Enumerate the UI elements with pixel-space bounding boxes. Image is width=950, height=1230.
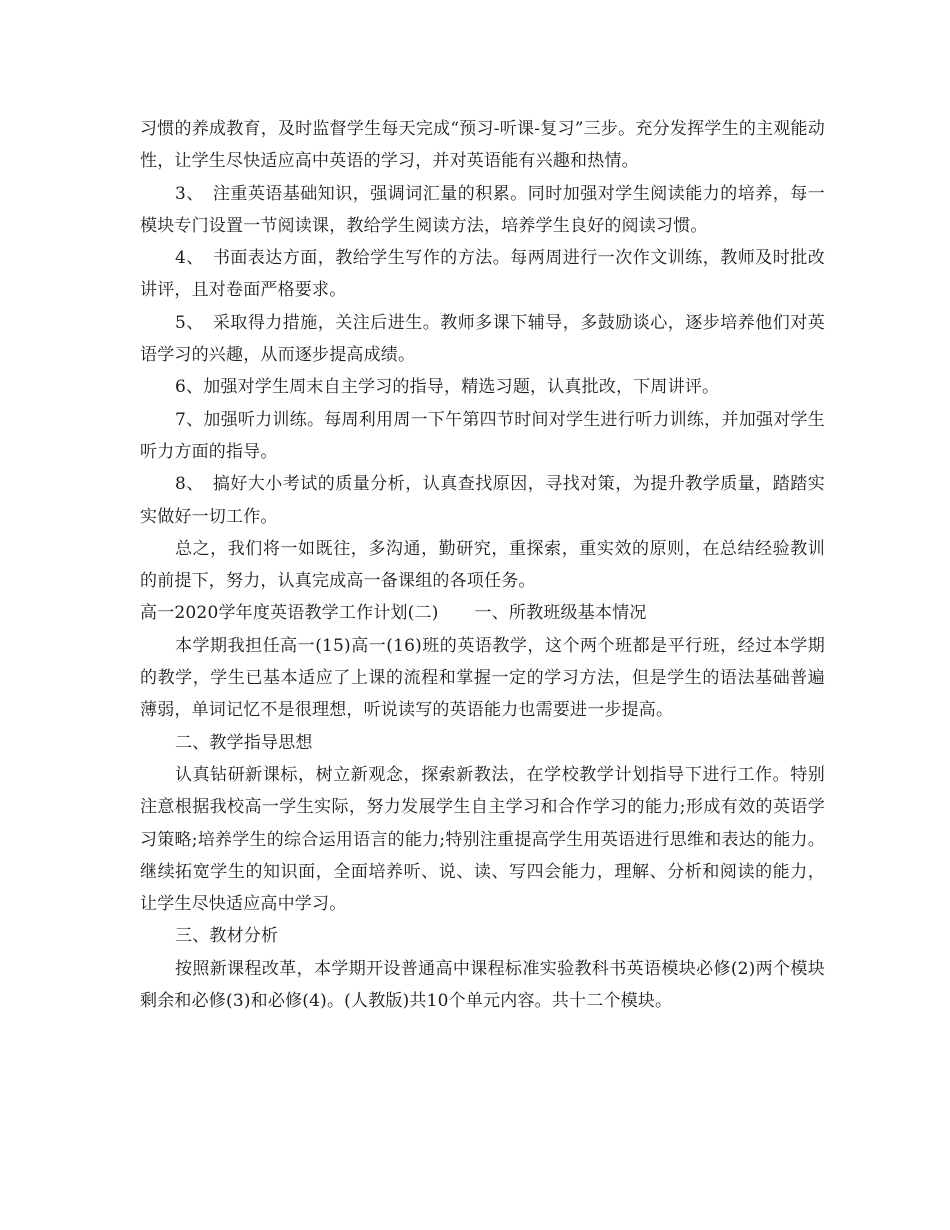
paragraph-item-5: 5、 采取得力措施，关注后进生。教师多课下辅导，多鼓励谈心，逐步培养他们对英语学习的兴趣，从而逐步提高成绩。 <box>140 312 825 366</box>
plan-title-line <box>140 597 825 629</box>
document-body <box>140 113 825 1017</box>
plan-title: 高一2020学年度英语教学工作计划(二) <box>140 603 439 624</box>
section3-text: 按照新课程改革，本学期开设普通高中课程标准实验教科书英语模块必修(2)两个模块剩余和必修(3)和必修(4)。(人教版)共10个单元内容。共十二个模块。 <box>140 958 825 1012</box>
paragraph-summary: 总之，我们将一如既往，多沟通，勤研究，重探索，重实效的原则，在总结经验教训的前提下，努力，认真完成高一备课组的各项任务。 <box>140 538 825 592</box>
section3-heading: 三、教材分析 <box>175 926 279 947</box>
paragraph-habit-formation: 习惯的养成教育，及时监督学生每天完成“预习-听课-复习”三步。充分发挥学生的主观能动性，让学生尽快适应高中英语的学习，并对英语能有兴趣和热情。 <box>140 119 825 172</box>
paragraph-item-3: 3、 注重英语基础知识，强调词汇量的积累。同时加强对学生阅读能力的培养，每一模块专门设置一节阅读课，教给学生阅读方法，培养学生良好的阅读习惯。 <box>140 183 825 236</box>
section2-text: 认真钻研新课标，树立新观念，探索新教法，在学校教学计划指导下进行工作。特别注意根据我校高一学生实际，努力发展学生自主学习和合作学习的能力;形成有效的英语学习策略;培养学生的综合运用语言的能力;特别注重提高学生用英语进行思维和表达的能力。继续拓宽学生的知识面，全面培养听、说、读、写四会能力，理解、分析和阅读的能力，让学生尽快适应高中学习。 <box>140 764 825 915</box>
section1-text: 本学期我担任高一(15)高一(16)班的英语教学，这个两个班都是平行班，经过本学期的教学，学生已基本适应了上课的流程和掌握一定的学习方法，但是学生的语法基础普遍薄弱，单词记忆不是很理想，听说读写的英语能力也需要进一步提高。 <box>140 635 825 721</box>
paragraph-item-4: 4、 书面表达方面，教给学生写作的方法。每两周进行一次作文训练，教师及时批改讲评，且对卷面严格要求。 <box>140 248 825 301</box>
section1-heading: 一、所教班级基本情况 <box>474 603 647 624</box>
paragraph-item-6: 6、加强对学生周末自主学习的指导，精选习题，认真批改，下周讲评。 <box>175 377 720 398</box>
paragraph-item-7: 7、加强听力训练。每周利用周一下午第四节时间对学生进行听力训练，并加强对学生听力方面的指导。 <box>140 409 825 462</box>
section2-heading: 二、教学指导思想 <box>175 732 313 753</box>
paragraph-item-8: 8、 搞好大小考试的质量分析，认真查找原因，寻找对策，为提升教学质量，踏踏实实做好一切工作。 <box>140 474 825 527</box>
